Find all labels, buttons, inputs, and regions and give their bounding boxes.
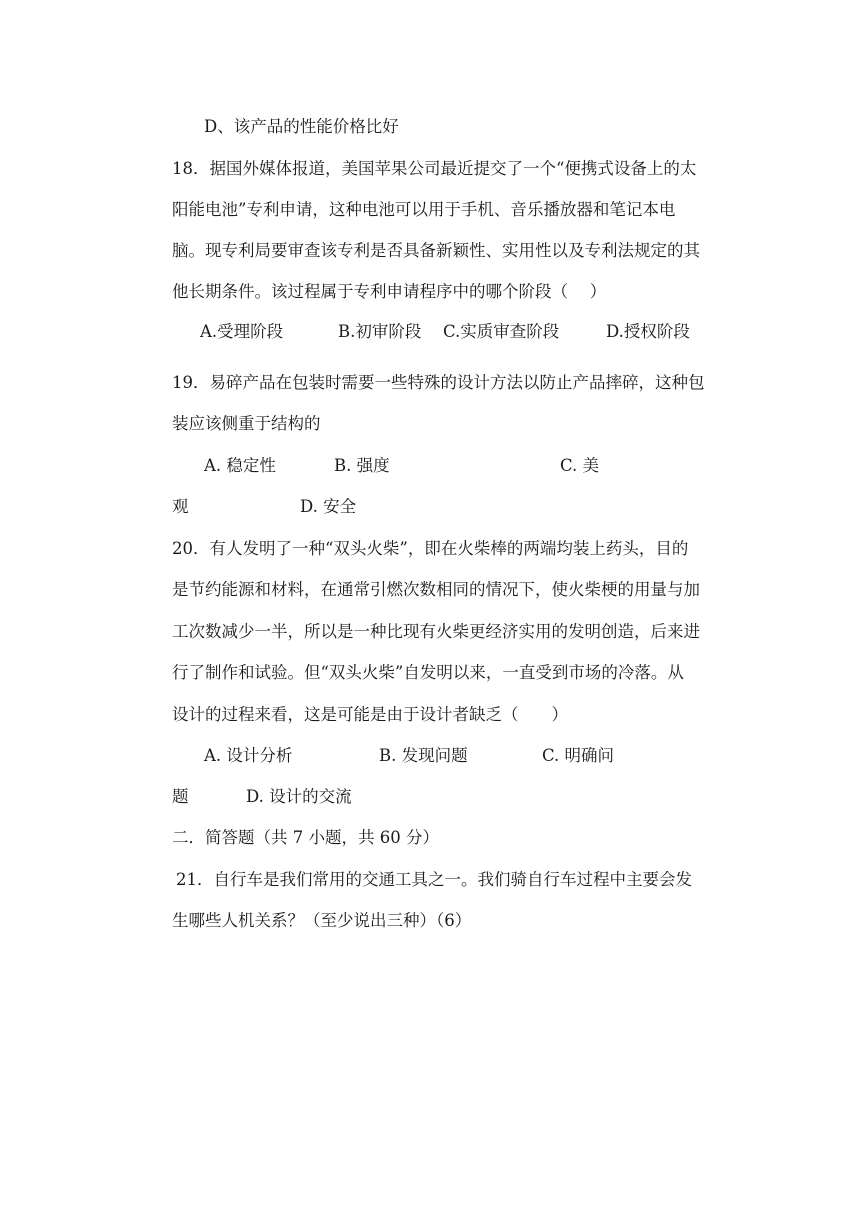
q19-option-c-wrap: 观 — [172, 497, 189, 516]
q19-option-b: B. 强度 — [334, 456, 390, 475]
q21-stem-line-1: 21．自行车是我们常用的交通工具之一。我们骑自行车过程中主要会发 — [176, 870, 692, 889]
q20-option-b: B. 发现问题 — [379, 746, 468, 765]
section-heading: 二．简答题（共 7 小题，共 60 分） — [172, 828, 439, 847]
q20-stem-line-1: 20．有人发明了一种“双头火柴”，即在火柴棒的两端均装上药头，目的 — [172, 539, 689, 558]
q20-stem-line-5: 设计的过程来看，这是可能是由于设计者缺乏（ ） — [172, 705, 568, 724]
q19-stem-line-1: 19．易碎产品在包装时需要一些特殊的设计方法以防止产品摔碎，这种包 — [172, 373, 705, 392]
q18-stem-line-2: 阳能电池”专利申请，这种电池可以用于手机、音乐播放器和笔记本电 — [172, 200, 676, 219]
q20-option-c-wrap: 题 — [172, 787, 189, 806]
q19-option-a: A. 稳定性 — [204, 456, 276, 475]
q20-stem-line-3: 工次数减少一半，所以是一种比现有火柴更经济实用的发明创造，后来进 — [172, 622, 700, 641]
q20-option-c: C. 明确问 — [542, 746, 615, 765]
q18-option-c: C.实质审查阶段 — [443, 322, 560, 341]
q19-option-c: C. 美 — [560, 456, 600, 475]
q18-option-b: B.初审阶段 — [338, 322, 422, 341]
q18-stem-line-3: 脑。现专利局要审查该专利是否具备新颖性、实用性以及专利法规定的其 — [172, 241, 700, 260]
q17-option-d: D、该产品的性能价格比好 — [204, 117, 399, 136]
q20-stem-line-4: 行了制作和试验。但“双头火柴”自发明以来，一直受到市场的冷落。从 — [172, 663, 684, 682]
q18-stem-line-4: 他长期条件。该过程属于专利申请程序中的哪个阶段（ ） — [172, 282, 607, 301]
q20-option-a: A. 设计分析 — [204, 746, 293, 765]
q21-stem-line-2: 生哪些人机关系？（至少说出三种）（6） — [172, 911, 472, 930]
q19-option-d: D. 安全 — [300, 497, 357, 516]
q18-option-d: D.授权阶段 — [606, 322, 690, 341]
q18-option-a: A.受理阶段 — [200, 322, 284, 341]
q18-stem-line-1: 18．据国外媒体报道，美国苹果公司最近提交了一个“便携式设备上的太 — [172, 159, 697, 178]
q20-stem-line-2: 是节约能源和材料，在通常引燃次数相同的情况下，使火柴梗的用量与加 — [172, 580, 700, 599]
q20-option-d: D. 设计的交流 — [246, 787, 352, 806]
q19-stem-line-2: 装应该侧重于结构的 — [172, 414, 321, 433]
